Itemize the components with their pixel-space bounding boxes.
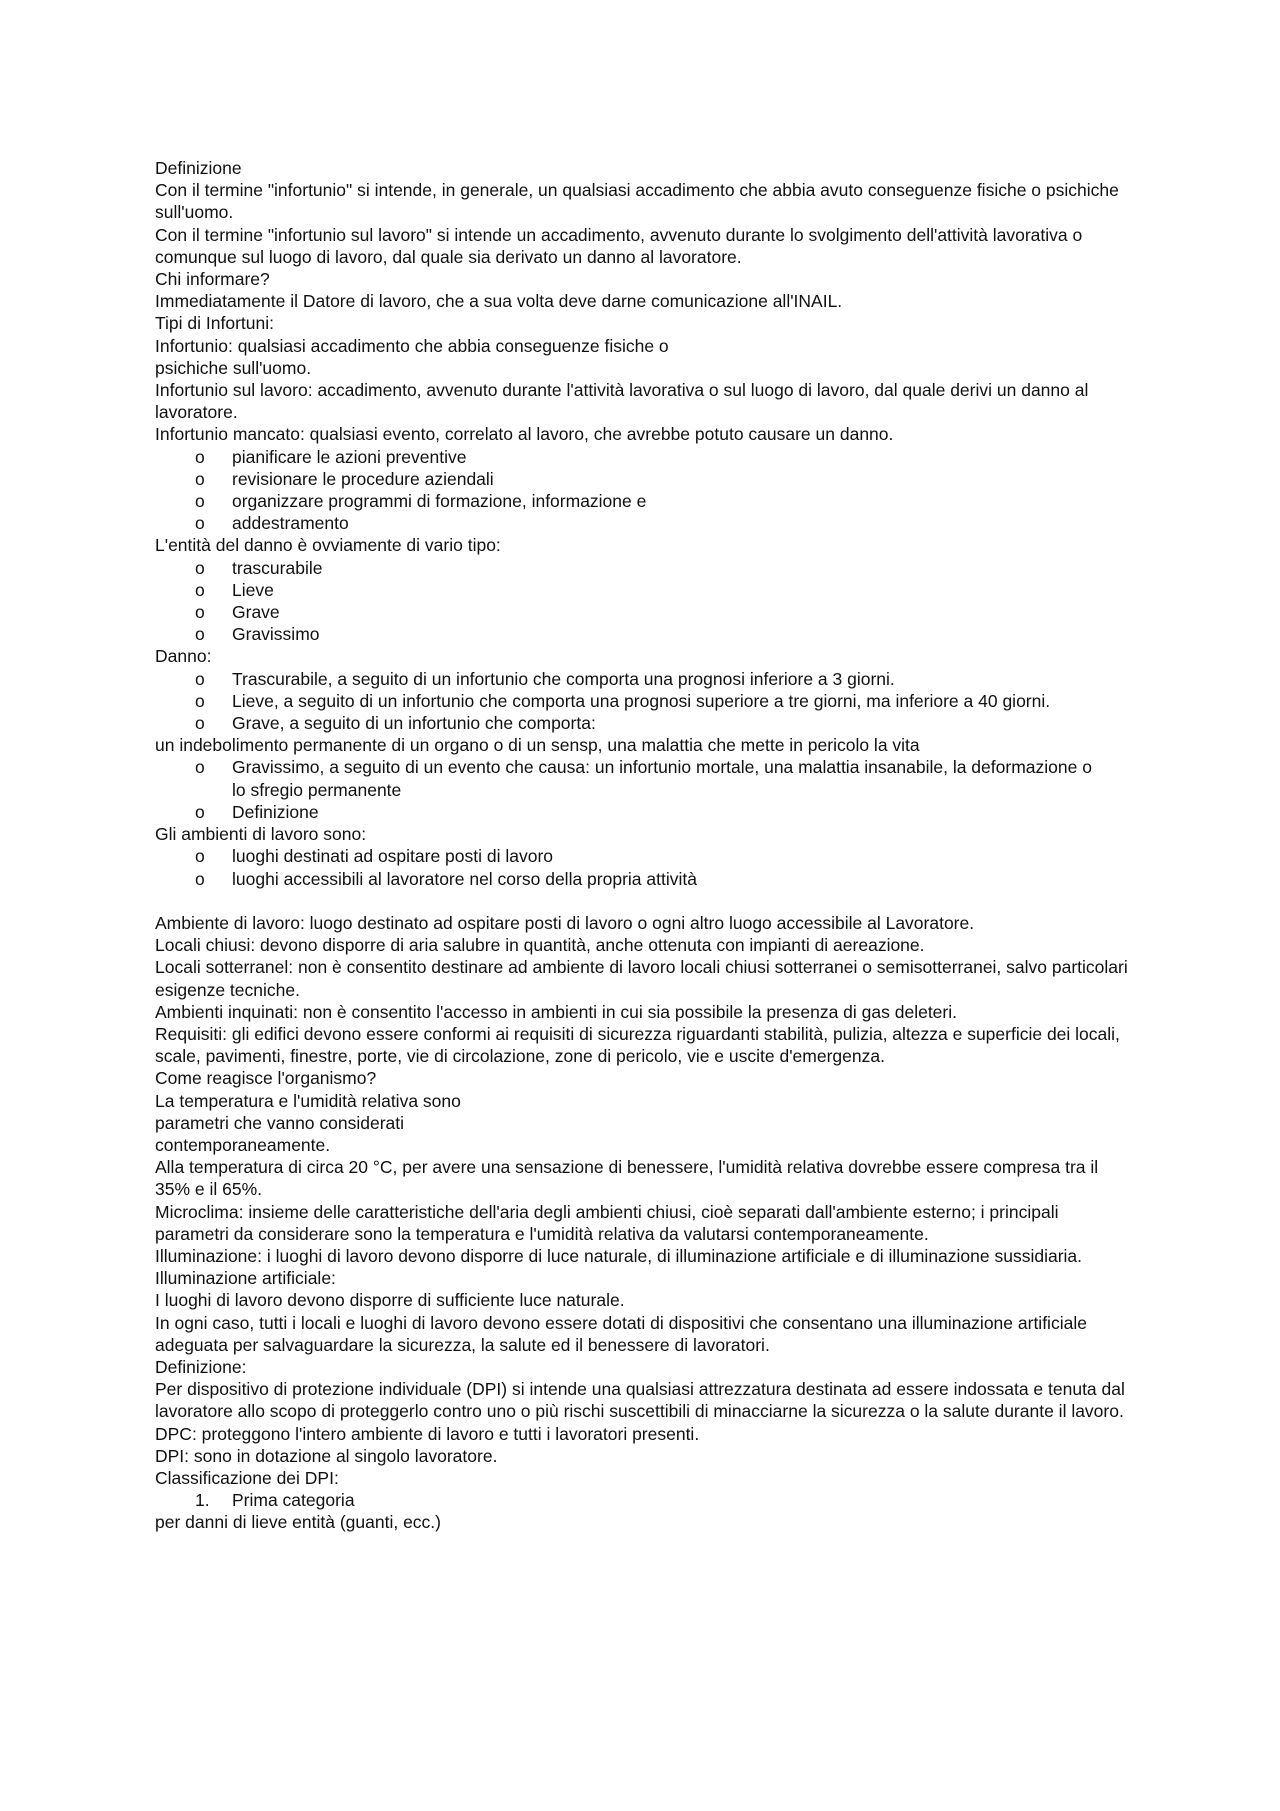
list-item (155, 668, 1135, 690)
list-bullet: o (195, 468, 205, 489)
list-item (155, 712, 1135, 734)
list-item-text: Gravissimo, a seguito di un evento che causa: un infortunio mortale, una malattia insanabile, la deformazione o lo sfregio permanente (232, 757, 1092, 800)
text-line: Definizione (155, 158, 242, 178)
list-bullet: o (195, 557, 205, 578)
list-item (155, 756, 1135, 800)
list-bullet: o (195, 757, 205, 778)
text-line: Tipi di Infortuni: (155, 313, 274, 334)
list-item-text: addestramento (232, 513, 349, 534)
text-line: Come reagisce l'organismo? (155, 1068, 377, 1089)
list-item-text: trascurabile (232, 557, 323, 578)
list-item-text: Lieve, a seguito di un infortunio che comporta una prognosi superiore a tre giorni, ma inferiore a 40 giorni. (232, 690, 1051, 711)
list-item-text: luoghi accessibili al lavoratore nel corso della propria attività (232, 868, 697, 889)
list-bullet: o (195, 513, 205, 534)
list-item-text: Gravissimo (232, 624, 320, 645)
list-bullet: o (195, 846, 205, 867)
list-item (155, 557, 1135, 579)
text-line: psichiche sull'uomo. (155, 357, 312, 378)
list-bullet: o (195, 868, 205, 889)
text-line: Alla temperatura di circa 20 °C, per avere una sensazione di benessere, l'umidità relativa dovrebbe essere compresa tra il 35% e il 65%. (155, 1157, 1099, 1200)
list-item (155, 468, 1135, 490)
text-line: parametri che vanno considerati (155, 1112, 405, 1133)
list-item (155, 623, 1135, 645)
text-line: Requisiti: gli edifici devono essere conformi ai requisiti di sicurezza riguardanti stabilità, pulizia, altezza e superficie dei locali, scale, pavimenti, finestre, porte, vie di circolazione, zone di pericolo, vie e uscite d'emergenza. (155, 1023, 1120, 1067)
text-line: Definizione: (155, 1356, 247, 1377)
list-item (155, 845, 1135, 867)
list-bullet: o (195, 602, 205, 623)
list-item-text: Grave, a seguito di un infortunio che comporta: (232, 713, 596, 734)
text-line: Chi informare? (155, 269, 270, 290)
list-item-text: luoghi destinati ad ospitare posti di lavoro (232, 846, 554, 867)
list-bullet: o (195, 713, 205, 734)
list-item-text: Lieve (232, 579, 274, 600)
text-line: In ogni caso, tutti i locali e luoghi di lavoro devono essere dotati di dispositivi che consentano una illuminazione artificiale adeguata per salvaguardare la sicurezza, la salute ed il benessere di lavoratori. (155, 1312, 1087, 1355)
list-item (155, 490, 1135, 512)
list-bullet: 1. (195, 1490, 210, 1511)
blank-line (155, 890, 1135, 912)
list-item-text: pianificare le azioni preventive (232, 446, 467, 467)
list-bullet: o (195, 690, 205, 711)
text-line: Infortunio mancato: qualsiasi evento, correlato al lavoro, che avrebbe potuto causare un danno. (155, 424, 894, 445)
text-line: Ambienti inquinati: non è consentito l'accesso in ambienti in cui sia possibile la presenza di gas deleteri. (155, 1001, 957, 1022)
list-bullet: o (195, 446, 205, 467)
text-line: Ambiente di lavoro: luogo destinato ad ospitare posti di lavoro o ogni altro luogo accessibile al Lavoratore. (155, 912, 975, 933)
list-bullet: o (195, 491, 205, 512)
text-line: La temperatura e l'umidità relativa sono (155, 1090, 461, 1111)
text-line: DPC: proteggono l'intero ambiente di lavoro e tutti i lavoratori presenti. (155, 1423, 700, 1444)
list-bullet: o (195, 668, 205, 689)
text-line: Locali chiusi: devono disporre di aria salubre in quantità, anche ottenuta con impianti di aereazione. (155, 935, 925, 956)
text-line: L'entità del danno è ovviamente di vario tipo: (155, 535, 501, 556)
list-item-text: Trascurabile, a seguito di un infortunio che comporta una prognosi inferiore a 3 giorni. (232, 668, 895, 689)
text-line: DPI: sono in dotazione al singolo lavoratore. (155, 1445, 498, 1466)
text-line: Con il termine "infortunio sul lavoro" si intende un accadimento, avvenuto durante lo svolgimento dell'attività lavorativa o comunque sul luogo di lavoro, dal quale sia derivato un danno al lavoratore. (155, 224, 1083, 267)
text-line: Illuminazione artificiale: (155, 1268, 336, 1289)
text-line: contemporaneamente. (155, 1134, 331, 1155)
text-line: un indebolimento permanente di un organo o di un sensp, una malattia che mette in pericolo la vita (155, 735, 920, 756)
document-body (155, 157, 1135, 1534)
list-item (155, 579, 1135, 601)
text-line: Immediatamente il Datore di lavoro, che a sua volta deve darne comunicazione all'INAIL. (155, 291, 843, 312)
list-item-text: organizzare programmi di formazione, informazione e (232, 491, 647, 512)
text-line: I luoghi di lavoro devono disporre di sufficiente luce naturale. (155, 1290, 625, 1311)
text-line: Microclima: insieme delle caratteristiche dell'aria degli ambienti chiusi, cioè separati dall'ambiente esterno; i principali parametri da considerare sono la temperatura e l'umidità relativa da valutarsi contemporaneamente. (155, 1201, 1059, 1244)
text-line: Infortunio sul lavoro: accadimento, avvenuto durante l'attività lavorativa o sul luogo di lavoro, dal quale derivi un danno al lavoratore. (155, 380, 1089, 423)
list-item (155, 690, 1135, 712)
text-line: per danni di lieve entità (guanti, ecc.) (155, 1512, 441, 1533)
text-line: Illuminazione: i luoghi di lavoro devono disporre di luce naturale, di illuminazione artificiale e di illuminazione sussidiaria. (155, 1245, 1083, 1266)
text-line: Classificazione dei DPI: (155, 1467, 339, 1488)
list-bullet: o (195, 624, 205, 645)
list-item (155, 801, 1135, 823)
list-item (155, 512, 1135, 534)
text-line: Infortunio: qualsiasi accadimento che abbia conseguenze fisiche o (155, 335, 669, 356)
text-line: Locali sotterranel: non è consentito destinare ad ambiente di lavoro locali chiusi sotterranei o semisotterranei, salvo particolari esigenze tecniche. (155, 957, 1128, 1000)
list-item (155, 601, 1135, 623)
list-bullet: o (195, 579, 205, 600)
list-item-text: Grave (232, 602, 280, 623)
list-item-text: Prima categoria (232, 1490, 355, 1511)
list-bullet: o (195, 801, 205, 822)
text-line: Danno: (155, 646, 212, 667)
list-item (155, 868, 1135, 890)
list-item-text: revisionare le procedure aziendali (232, 468, 494, 489)
text-line: Con il termine "infortunio" si intende, in generale, un qualsiasi accadimento che abbia avuto conseguenze fisiche o psichiche sull'uomo. (155, 180, 1119, 223)
text-line: Per dispositivo di protezione individuale (DPI) si intende una qualsiasi attrezzatura destinata ad essere indossata e tenuta dal lavoratore allo scopo di proteggerlo contro uno o più rischi suscettibili di minacciarne la sicurezza o la salute durante il lavoro. (155, 1379, 1125, 1422)
list-item-text: Definizione (232, 801, 319, 822)
list-item (155, 446, 1135, 468)
list-item (155, 1489, 1135, 1511)
text-line: Gli ambienti di lavoro sono: (155, 824, 367, 845)
